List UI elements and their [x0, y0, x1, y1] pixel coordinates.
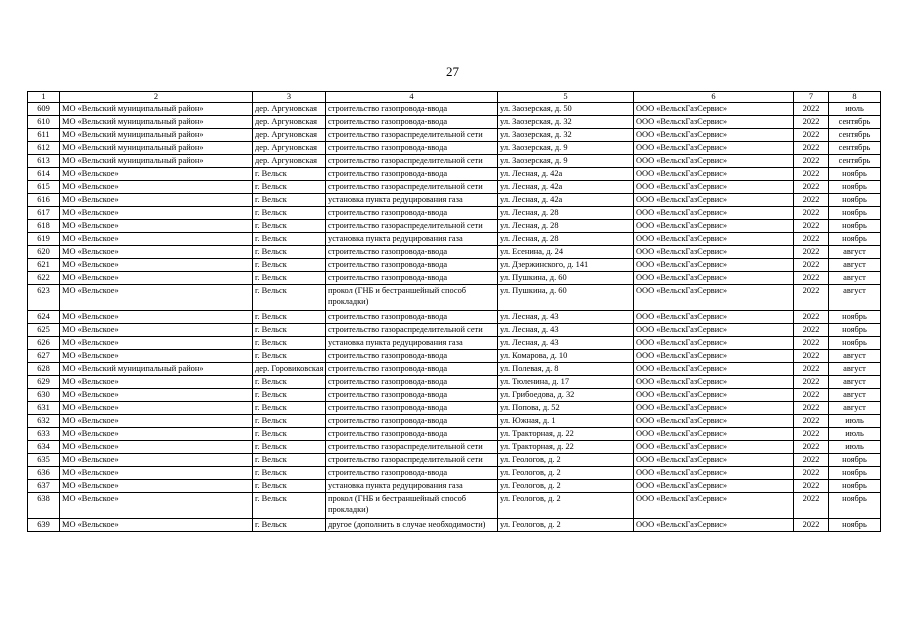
municipality-cell: МО «Вельское» [60, 181, 253, 194]
year-cell: 2022 [794, 467, 829, 480]
municipality-cell: МО «Вельское» [60, 480, 253, 493]
contractor-cell: ООО «ВельскГазСервис» [634, 376, 794, 389]
address-cell: ул. Пушкина, д. 60 [498, 272, 634, 285]
municipality-cell: МО «Вельское» [60, 194, 253, 207]
row-number-cell: 610 [28, 116, 60, 129]
contractor-cell: ООО «ВельскГазСервис» [634, 155, 794, 168]
row-number-cell: 637 [28, 480, 60, 493]
address-cell: ул. Южная, д. 1 [498, 415, 634, 428]
locality-cell: дер. Аргуновская [253, 116, 326, 129]
month-cell: ноябрь [829, 181, 881, 194]
year-cell: 2022 [794, 129, 829, 142]
year-cell: 2022 [794, 311, 829, 324]
year-cell: 2022 [794, 181, 829, 194]
locality-cell: г. Вельск [253, 402, 326, 415]
municipality-cell: МО «Вельский муниципальный район» [60, 363, 253, 376]
locality-cell: г. Вельск [253, 337, 326, 350]
work-type-cell: строительство газопровода-ввода [326, 103, 498, 116]
year-cell: 2022 [794, 389, 829, 402]
column-header: 5 [498, 92, 634, 103]
column-header: 2 [60, 92, 253, 103]
year-cell: 2022 [794, 194, 829, 207]
address-cell: ул. Геологов, д. 2 [498, 454, 634, 467]
address-cell: ул. Заозерская, д. 50 [498, 103, 634, 116]
contractor-cell: ООО «ВельскГазСервис» [634, 259, 794, 272]
year-cell: 2022 [794, 415, 829, 428]
municipality-cell: МО «Вельское» [60, 454, 253, 467]
month-cell: август [829, 363, 881, 376]
row-number-cell: 619 [28, 233, 60, 246]
year-cell: 2022 [794, 207, 829, 220]
gas-works-table [27, 91, 881, 532]
row-number-cell: 620 [28, 246, 60, 259]
locality-cell: г. Вельск [253, 441, 326, 454]
locality-cell: дер. Аргуновская [253, 129, 326, 142]
locality-cell: г. Вельск [253, 311, 326, 324]
year-cell: 2022 [794, 324, 829, 337]
municipality-cell: МО «Вельское» [60, 519, 253, 532]
locality-cell: дер. Аргуновская [253, 142, 326, 155]
month-cell: ноябрь [829, 311, 881, 324]
contractor-cell: ООО «ВельскГазСервис» [634, 454, 794, 467]
month-cell: ноябрь [829, 233, 881, 246]
table-body [28, 103, 881, 532]
table-row [28, 129, 881, 142]
contractor-cell: ООО «ВельскГазСервис» [634, 389, 794, 402]
address-cell: ул. Лесная, д. 28 [498, 220, 634, 233]
locality-cell: дер. Горовиковская [253, 363, 326, 376]
contractor-cell: ООО «ВельскГазСервис» [634, 467, 794, 480]
year-cell: 2022 [794, 402, 829, 415]
work-type-cell: другое (дополнить в случае необходимости) [326, 519, 498, 532]
address-cell: ул. Геологов, д. 2 [498, 493, 634, 519]
municipality-cell: МО «Вельское» [60, 285, 253, 311]
year-cell: 2022 [794, 155, 829, 168]
row-number-cell: 636 [28, 467, 60, 480]
work-type-cell: строительство газопровода-ввода [326, 428, 498, 441]
municipality-cell: МО «Вельское» [60, 376, 253, 389]
row-number-cell: 631 [28, 402, 60, 415]
table-row [28, 194, 881, 207]
municipality-cell: МО «Вельское» [60, 441, 253, 454]
address-cell: ул. Лесная, д. 43 [498, 311, 634, 324]
table-row [28, 116, 881, 129]
month-cell: август [829, 376, 881, 389]
row-number-cell: 621 [28, 259, 60, 272]
locality-cell: г. Вельск [253, 324, 326, 337]
month-cell: ноябрь [829, 194, 881, 207]
row-number-cell: 632 [28, 415, 60, 428]
contractor-cell: ООО «ВельскГазСервис» [634, 220, 794, 233]
municipality-cell: МО «Вельское» [60, 324, 253, 337]
year-cell: 2022 [794, 350, 829, 363]
contractor-cell: ООО «ВельскГазСервис» [634, 246, 794, 259]
address-cell: ул. Тракторная, д. 22 [498, 441, 634, 454]
municipality-cell: МО «Вельский муниципальный район» [60, 129, 253, 142]
address-cell: ул. Пушкина, д. 60 [498, 285, 634, 311]
row-number-cell: 639 [28, 519, 60, 532]
row-number-cell: 623 [28, 285, 60, 311]
locality-cell: г. Вельск [253, 454, 326, 467]
address-cell: ул. Заозерская, д. 9 [498, 155, 634, 168]
locality-cell: г. Вельск [253, 389, 326, 402]
municipality-cell: МО «Вельское» [60, 428, 253, 441]
row-number-cell: 628 [28, 363, 60, 376]
table-row [28, 441, 881, 454]
year-cell: 2022 [794, 233, 829, 246]
table-row [28, 142, 881, 155]
locality-cell: дер. Аргуновская [253, 103, 326, 116]
contractor-cell: ООО «ВельскГазСервис» [634, 181, 794, 194]
locality-cell: г. Вельск [253, 168, 326, 181]
column-header: 1 [28, 92, 60, 103]
row-number-cell: 618 [28, 220, 60, 233]
column-header: 4 [326, 92, 498, 103]
row-number-cell: 625 [28, 324, 60, 337]
locality-cell: г. Вельск [253, 428, 326, 441]
address-cell: ул. Грибоедова, д. 32 [498, 389, 634, 402]
row-number-cell: 630 [28, 389, 60, 402]
row-number-cell: 634 [28, 441, 60, 454]
contractor-cell: ООО «ВельскГазСервис» [634, 285, 794, 311]
locality-cell: г. Вельск [253, 233, 326, 246]
work-type-cell: строительство газопровода-ввода [326, 272, 498, 285]
table-row [28, 168, 881, 181]
address-cell: ул. Геологов, д. 2 [498, 467, 634, 480]
municipality-cell: МО «Вельское» [60, 350, 253, 363]
year-cell: 2022 [794, 246, 829, 259]
month-cell: ноябрь [829, 337, 881, 350]
table-row [28, 207, 881, 220]
municipality-cell: МО «Вельское» [60, 168, 253, 181]
municipality-cell: МО «Вельское» [60, 259, 253, 272]
month-cell: август [829, 272, 881, 285]
table-row [28, 324, 881, 337]
municipality-cell: МО «Вельское» [60, 246, 253, 259]
locality-cell: г. Вельск [253, 493, 326, 519]
year-cell: 2022 [794, 285, 829, 311]
row-number-cell: 624 [28, 311, 60, 324]
work-type-cell: строительство газораспределительной сети [326, 454, 498, 467]
table-row [28, 467, 881, 480]
municipality-cell: МО «Вельское» [60, 272, 253, 285]
month-cell: июль [829, 441, 881, 454]
work-type-cell: строительство газораспределительной сети [326, 441, 498, 454]
address-cell: ул. Лесная, д. 28 [498, 207, 634, 220]
table-row [28, 402, 881, 415]
address-cell: ул. Попова, д. 52 [498, 402, 634, 415]
contractor-cell: ООО «ВельскГазСервис» [634, 428, 794, 441]
contractor-cell: ООО «ВельскГазСервис» [634, 480, 794, 493]
address-cell: ул. Тракторная, д. 22 [498, 428, 634, 441]
work-type-cell: строительство газопровода-ввода [326, 259, 498, 272]
address-cell: ул. Комарова, д. 10 [498, 350, 634, 363]
locality-cell: г. Вельск [253, 194, 326, 207]
table-row [28, 220, 881, 233]
locality-cell: г. Вельск [253, 467, 326, 480]
table-row [28, 311, 881, 324]
contractor-cell: ООО «ВельскГазСервис» [634, 168, 794, 181]
year-cell: 2022 [794, 454, 829, 467]
work-type-cell: строительство газораспределительной сети [326, 181, 498, 194]
table-row [28, 493, 881, 519]
row-number-cell: 635 [28, 454, 60, 467]
month-cell: июль [829, 428, 881, 441]
locality-cell: г. Вельск [253, 181, 326, 194]
work-type-cell: строительство газораспределительной сети [326, 324, 498, 337]
month-cell: сентябрь [829, 116, 881, 129]
locality-cell: г. Вельск [253, 272, 326, 285]
work-type-cell: строительство газопровода-ввода [326, 116, 498, 129]
address-cell: ул. Дзержинского, д. 141 [498, 259, 634, 272]
column-number-row [28, 92, 881, 103]
contractor-cell: ООО «ВельскГазСервис» [634, 402, 794, 415]
locality-cell: г. Вельск [253, 207, 326, 220]
work-type-cell: строительство газопровода-ввода [326, 402, 498, 415]
table-row [28, 246, 881, 259]
work-type-cell: строительство газопровода-ввода [326, 142, 498, 155]
year-cell: 2022 [794, 493, 829, 519]
contractor-cell: ООО «ВельскГазСервис» [634, 103, 794, 116]
row-number-cell: 638 [28, 493, 60, 519]
municipality-cell: МО «Вельское» [60, 337, 253, 350]
work-type-cell: установка пункта редуцирования газа [326, 480, 498, 493]
year-cell: 2022 [794, 441, 829, 454]
work-type-cell: строительство газораспределительной сети [326, 220, 498, 233]
month-cell: июль [829, 415, 881, 428]
work-type-cell: строительство газопровода-ввода [326, 168, 498, 181]
table-row [28, 519, 881, 532]
table-row [28, 285, 881, 311]
year-cell: 2022 [794, 259, 829, 272]
contractor-cell: ООО «ВельскГазСервис» [634, 363, 794, 376]
column-header: 6 [634, 92, 794, 103]
work-type-cell: установка пункта редуцирования газа [326, 194, 498, 207]
row-number-cell: 611 [28, 129, 60, 142]
table-row [28, 272, 881, 285]
contractor-cell: ООО «ВельскГазСервис» [634, 116, 794, 129]
year-cell: 2022 [794, 480, 829, 493]
column-header: 8 [829, 92, 881, 103]
address-cell: ул. Тюленина, д. 17 [498, 376, 634, 389]
address-cell: ул. Полевая, д. 8 [498, 363, 634, 376]
locality-cell: г. Вельск [253, 519, 326, 532]
municipality-cell: МО «Вельское» [60, 467, 253, 480]
work-type-cell: строительство газопровода-ввода [326, 363, 498, 376]
work-type-cell: строительство газопровода-ввода [326, 415, 498, 428]
month-cell: ноябрь [829, 454, 881, 467]
work-type-cell: строительство газопровода-ввода [326, 467, 498, 480]
table-row [28, 363, 881, 376]
month-cell: ноябрь [829, 220, 881, 233]
address-cell: ул. Геологов, д. 2 [498, 480, 634, 493]
contractor-cell: ООО «ВельскГазСервис» [634, 233, 794, 246]
contractor-cell: ООО «ВельскГазСервис» [634, 350, 794, 363]
row-number-cell: 622 [28, 272, 60, 285]
municipality-cell: МО «Вельский муниципальный район» [60, 103, 253, 116]
table-row [28, 480, 881, 493]
month-cell: август [829, 389, 881, 402]
row-number-cell: 614 [28, 168, 60, 181]
month-cell: июль [829, 103, 881, 116]
year-cell: 2022 [794, 428, 829, 441]
row-number-cell: 616 [28, 194, 60, 207]
column-header: 3 [253, 92, 326, 103]
month-cell: ноябрь [829, 207, 881, 220]
locality-cell: г. Вельск [253, 480, 326, 493]
page-number: 27 [446, 64, 459, 79]
table-row [28, 389, 881, 402]
work-type-cell: строительство газопровода-ввода [326, 311, 498, 324]
month-cell: август [829, 350, 881, 363]
municipality-cell: МО «Вельское» [60, 402, 253, 415]
month-cell: август [829, 246, 881, 259]
table-row [28, 415, 881, 428]
address-cell: ул. Геологов, д. 2 [498, 519, 634, 532]
month-cell: август [829, 285, 881, 311]
year-cell: 2022 [794, 168, 829, 181]
address-cell: ул. Лесная, д. 28 [498, 233, 634, 246]
work-type-cell: строительство газопровода-ввода [326, 207, 498, 220]
work-type-cell: установка пункта редуцирования газа [326, 233, 498, 246]
row-number-cell: 609 [28, 103, 60, 116]
table-row [28, 337, 881, 350]
contractor-cell: ООО «ВельскГазСервис» [634, 272, 794, 285]
work-type-cell: строительство газопровода-ввода [326, 246, 498, 259]
month-cell: ноябрь [829, 168, 881, 181]
work-type-cell: строительство газопровода-ввода [326, 350, 498, 363]
row-number-cell: 617 [28, 207, 60, 220]
contractor-cell: ООО «ВельскГазСервис» [634, 337, 794, 350]
address-cell: ул. Лесная, д. 43 [498, 324, 634, 337]
address-cell: ул. Лесная, д. 42а [498, 168, 634, 181]
municipality-cell: МО «Вельский муниципальный район» [60, 155, 253, 168]
table-row [28, 233, 881, 246]
month-cell: август [829, 402, 881, 415]
year-cell: 2022 [794, 519, 829, 532]
address-cell: ул. Лесная, д. 42а [498, 181, 634, 194]
table-row [28, 181, 881, 194]
contractor-cell: ООО «ВельскГазСервис» [634, 207, 794, 220]
year-cell: 2022 [794, 337, 829, 350]
locality-cell: г. Вельск [253, 350, 326, 363]
municipality-cell: МО «Вельский муниципальный район» [60, 142, 253, 155]
month-cell: сентябрь [829, 142, 881, 155]
row-number-cell: 626 [28, 337, 60, 350]
month-cell: ноябрь [829, 324, 881, 337]
locality-cell: дер. Аргуновская [253, 155, 326, 168]
municipality-cell: МО «Вельское» [60, 207, 253, 220]
month-cell: ноябрь [829, 467, 881, 480]
locality-cell: г. Вельск [253, 376, 326, 389]
year-cell: 2022 [794, 103, 829, 116]
contractor-cell: ООО «ВельскГазСервис» [634, 142, 794, 155]
address-cell: ул. Заозерская, д. 9 [498, 142, 634, 155]
work-type-cell: прокол (ГНБ и бестраншейный способ прокладки) [326, 493, 498, 519]
year-cell: 2022 [794, 376, 829, 389]
address-cell: ул. Есенина, д. 24 [498, 246, 634, 259]
municipality-cell: МО «Вельский муниципальный район» [60, 116, 253, 129]
row-number-cell: 612 [28, 142, 60, 155]
address-cell: ул. Лесная, д. 43 [498, 337, 634, 350]
locality-cell: г. Вельск [253, 259, 326, 272]
contractor-cell: ООО «ВельскГазСервис» [634, 129, 794, 142]
contractor-cell: ООО «ВельскГазСервис» [634, 441, 794, 454]
municipality-cell: МО «Вельское» [60, 415, 253, 428]
contractor-cell: ООО «ВельскГазСервис» [634, 519, 794, 532]
locality-cell: г. Вельск [253, 285, 326, 311]
locality-cell: г. Вельск [253, 415, 326, 428]
row-number-cell: 613 [28, 155, 60, 168]
table-row [28, 428, 881, 441]
year-cell: 2022 [794, 363, 829, 376]
year-cell: 2022 [794, 142, 829, 155]
work-type-cell: строительство газопровода-ввода [326, 376, 498, 389]
municipality-cell: МО «Вельское» [60, 493, 253, 519]
table-row [28, 259, 881, 272]
table-row [28, 155, 881, 168]
year-cell: 2022 [794, 116, 829, 129]
contractor-cell: ООО «ВельскГазСервис» [634, 493, 794, 519]
row-number-cell: 633 [28, 428, 60, 441]
month-cell: ноябрь [829, 493, 881, 519]
work-type-cell: строительство газопровода-ввода [326, 389, 498, 402]
address-cell: ул. Лесная, д. 42а [498, 194, 634, 207]
contractor-cell: ООО «ВельскГазСервис» [634, 194, 794, 207]
work-type-cell: строительство газораспределительной сети [326, 155, 498, 168]
table-row [28, 350, 881, 363]
row-number-cell: 629 [28, 376, 60, 389]
contractor-cell: ООО «ВельскГазСервис» [634, 311, 794, 324]
year-cell: 2022 [794, 272, 829, 285]
municipality-cell: МО «Вельское» [60, 233, 253, 246]
month-cell: август [829, 259, 881, 272]
month-cell: сентябрь [829, 155, 881, 168]
month-cell: сентябрь [829, 129, 881, 142]
row-number-cell: 615 [28, 181, 60, 194]
contractor-cell: ООО «ВельскГазСервис» [634, 324, 794, 337]
municipality-cell: МО «Вельское» [60, 311, 253, 324]
table-row [28, 454, 881, 467]
contractor-cell: ООО «ВельскГазСервис» [634, 415, 794, 428]
month-cell: ноябрь [829, 480, 881, 493]
address-cell: ул. Заозерская, д. 32 [498, 116, 634, 129]
work-type-cell: прокол (ГНБ и бестраншейный способ прокладки) [326, 285, 498, 311]
work-type-cell: строительство газораспределительной сети [326, 129, 498, 142]
address-cell: ул. Заозерская, д. 32 [498, 129, 634, 142]
municipality-cell: МО «Вельское» [60, 220, 253, 233]
municipality-cell: МО «Вельское» [60, 389, 253, 402]
month-cell: ноябрь [829, 519, 881, 532]
locality-cell: г. Вельск [253, 246, 326, 259]
row-number-cell: 627 [28, 350, 60, 363]
table-row [28, 103, 881, 116]
table-row [28, 376, 881, 389]
work-type-cell: установка пункта редуцирования газа [326, 337, 498, 350]
locality-cell: г. Вельск [253, 220, 326, 233]
year-cell: 2022 [794, 220, 829, 233]
column-header: 7 [794, 92, 829, 103]
